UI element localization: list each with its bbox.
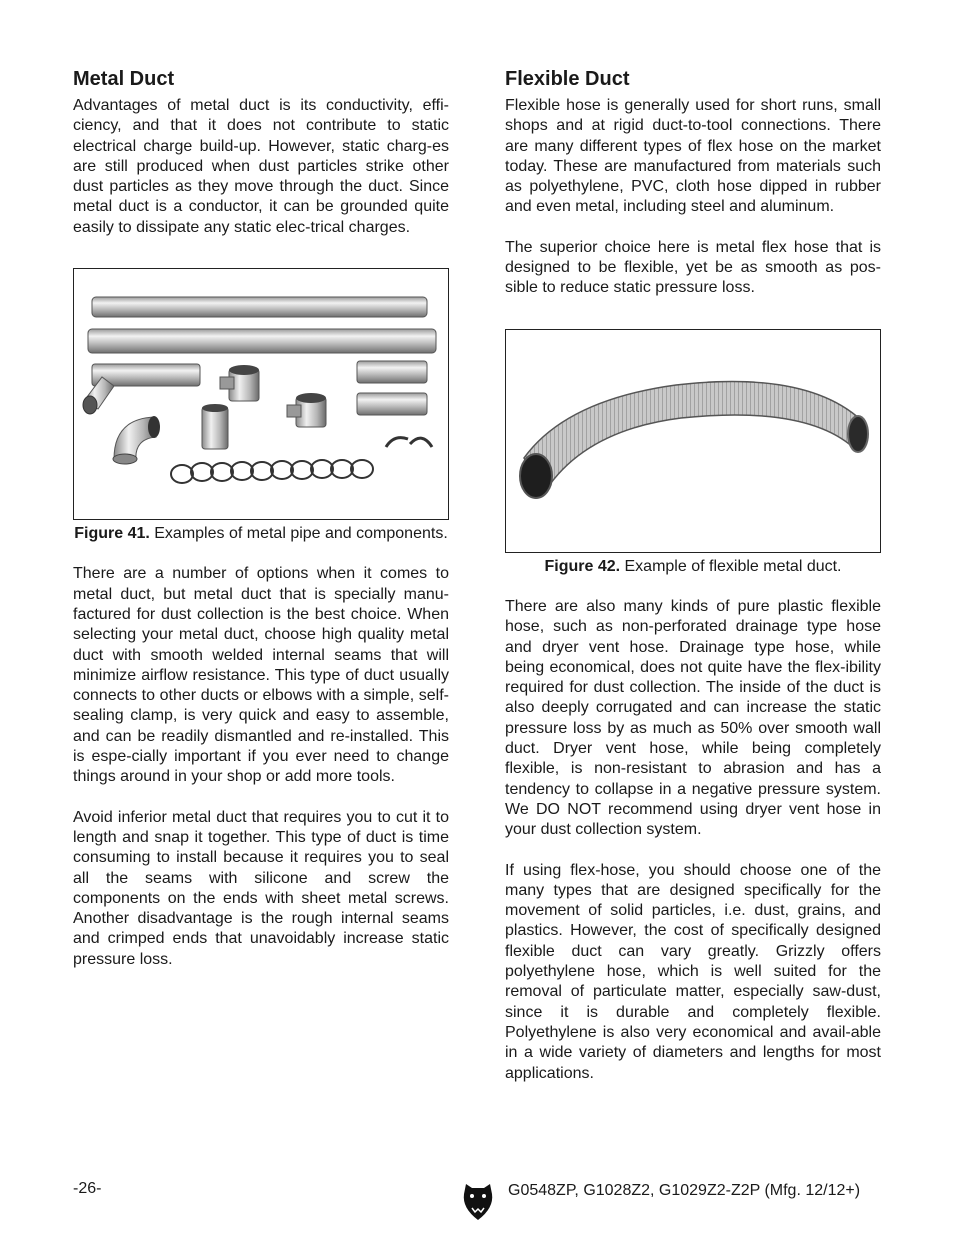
- footer-model-info: [460, 1176, 880, 1224]
- flex-hose-body: [524, 381, 861, 489]
- short-pipe: [202, 407, 228, 449]
- coupler-1: [357, 361, 427, 383]
- blast-gate-2: [287, 393, 326, 427]
- page-number: -26-: [73, 1180, 102, 1197]
- figure-42-caption: [505, 557, 881, 577]
- figure-42-image: [505, 329, 881, 553]
- elbow-fitting: [113, 416, 160, 464]
- flexible-duct-heading: Flexible Duct: [505, 68, 630, 90]
- figure-41-image: [73, 268, 449, 520]
- metal-duct-heading: Metal Duct: [73, 68, 175, 90]
- flex-hose-choice-paragraph: If using flex-hose, you should choose one of the many types that are designed specifically for the movement of solid particles, i.e. dust, grains, and plastics. However, the cost of specifically designed flexible duct can vary greatly. Grizzly offers polyethylene hose, which is well suited for the removal of particulate matter, especially saw-dust, since it is durable and completely flexible. Polyethylene is also very economical and avail-able in a wide variety of diameters and lengths for most applications.: [505, 861, 881, 1082]
- model-numbers: G0548ZP, G1028Z2, G1029Z2-Z2P (Mfg. 12/12+): [508, 1182, 861, 1199]
- clamp-row: [171, 460, 373, 483]
- metal-duct-options-paragraph: There are a number of options when it comes to metal duct, but metal duct that is specially manu-factured for dust collection is the best choice. When selecting your metal duct, choose high quality metal duct with smooth welded internal seams that will minimize airflow resistance. This type of duct usually connects to other ducts or elbows with a simple, self-sealing clamp, is very quick and easy to assemble, and can be readily dismantled and re-installed. This is espe-cially important if you ever need to change things around in your shop or add more tools.: [73, 565, 449, 786]
- hose-end-left: [520, 454, 552, 498]
- hose-end-right: [848, 416, 868, 452]
- blast-gate-1: [220, 365, 259, 401]
- flexible-metal-duct-illustration: [506, 330, 879, 551]
- figure-41-caption-text: Examples of metal pipe and components.: [149, 525, 448, 543]
- right-column: [505, 66, 881, 1084]
- long-pipe-1: [92, 297, 427, 317]
- wye-fitting: [83, 364, 200, 414]
- metal-pipe-components-illustration: [74, 269, 447, 518]
- grizzly-bear-logo-icon: [460, 1178, 496, 1222]
- flexible-duct-intro-paragraph: Flexible hose is generally used for short runs, small shops and at rigid duct-to-tool connections. There are many different types of flex hose on the market today. These are manufactured from materials such as polyethylene, PVC, cloth hose dipped in rubber and even metal, including steel and aluminum.: [505, 97, 881, 216]
- figure-42-caption-text: Example of flexible metal duct.: [620, 557, 842, 575]
- figure-41-label: Figure 41.: [74, 525, 150, 543]
- superior-choice-paragraph: The superior choice here is metal flex hose that is designed to be flexible, yet be as smooth as pos-sible to reduce static pressure loss.: [505, 238, 881, 297]
- left-column: [73, 66, 449, 970]
- large-clamps: [386, 438, 432, 447]
- inferior-metal-duct-paragraph: Avoid inferior metal duct that requires you to cut it to length and snap it together. This type of duct is time consuming to install because it requires you to seal all the seams with silicone and screw the components on the ends with sheet metal screws. Another disadvantage is the rough internal seams and crimped ends that unavoidably increase static pressure loss.: [73, 808, 449, 968]
- figure-42-label: Figure 42.: [544, 557, 621, 575]
- metal-duct-intro-paragraph: Advantages of metal duct is its conductivity, effi-ciency, and that it does not contribute to static electrical charge build-up. However, static charg-es are still produced when dust particles strike other dust particles as they move through the duct. Since metal duct is a conductor, it can be grounded quite easily to dissipate any static elec-trical charges.: [73, 97, 449, 236]
- long-pipe-2: [88, 329, 436, 353]
- figure-41-caption: [73, 524, 449, 544]
- coupler-2: [357, 393, 427, 415]
- plastic-flexible-hose-paragraph: There are also many kinds of pure plastic flexible hose, such as non-perforated drainage type hose and dryer vent hose. Drainage type hose, while being economical, does not quite have the flex-ibility required for dust collection. The inside of the duct is also deeply corrugated and can increase the static pressure loss by as much as 50% over smooth wall duct. Dryer vent hose, while being completely flexible, is non-resistant to abrasion and has a tendency to collapse in a negative pressure system. We DO NOT recommend using dryer vent hose in your dust collection system.: [505, 597, 881, 839]
